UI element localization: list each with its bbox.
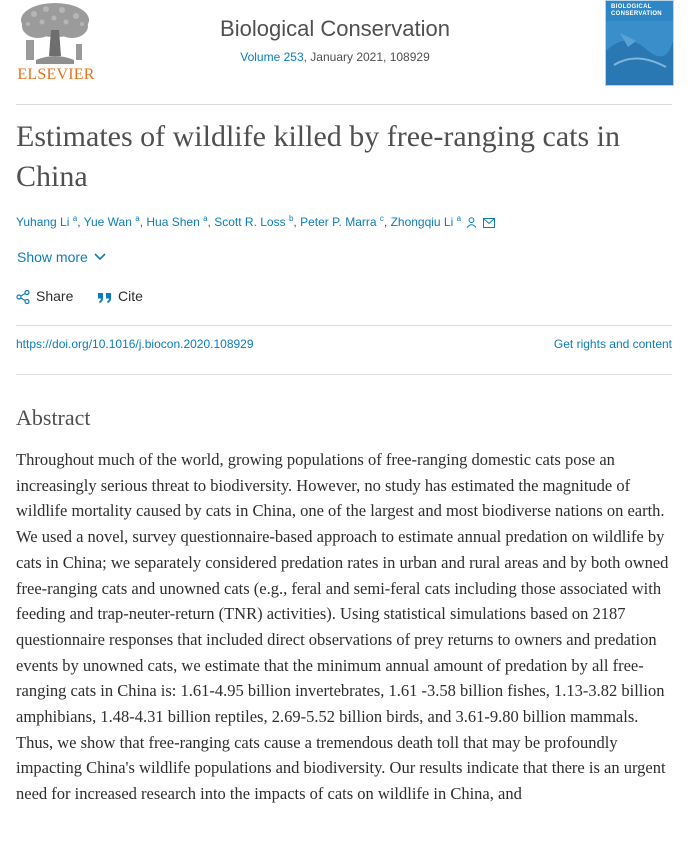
author-link[interactable]	[214, 215, 293, 229]
header-divider	[16, 104, 672, 105]
author-affiliation: b	[288, 214, 294, 223]
author-link[interactable]	[16, 215, 77, 229]
author-name: Yuhang Li	[16, 215, 70, 229]
author-name: Yue Wan	[83, 215, 132, 229]
share-icon	[16, 290, 30, 304]
author-list: Yuhang Li $^a$, Yue Wan $^a$, Hua Shen $^a$, Scott R. Loss $^b$, Peter P. Marra $^c$, Zhongqiu Li $^a$	[16, 214, 676, 229]
author-name: Peter P. Marra	[300, 215, 377, 229]
journal-header	[0, 0, 688, 100]
cover-art-icon	[606, 21, 673, 85]
author-name: Zhongqiu Li	[390, 215, 454, 229]
cover-title-line1: BIOLOGICAL	[611, 4, 652, 10]
actions-divider	[16, 325, 672, 326]
elsevier-wordmark: ELSEVIER	[17, 66, 95, 83]
author-link[interactable]	[84, 215, 140, 229]
author-link[interactable]	[391, 215, 462, 229]
doi-row	[16, 337, 672, 353]
author-affiliation: a	[456, 214, 462, 223]
journal-title[interactable]: Biological Conservation	[220, 16, 450, 41]
show-more-label: Show more	[17, 249, 88, 265]
envelope-icon[interactable]	[483, 218, 495, 228]
journal-cover-thumbnail[interactable]	[605, 0, 674, 86]
author-name: Scott R. Loss	[214, 215, 286, 229]
abstract-text: Throughout much of the world, growing populations of free-ranging domestic cats pose an increasingly serious threat to biodiversity. However, no study has estimated the magnitude of wildlife mortality caused by cats in China, one of the largest and most biodiverse nations on earth. We used a novel, survey questionnaire-based approach to estimate annual predation on wildlife by cats in China; we separately considered predation rates in urban and rural areas and by both owned free-ranging cats and unowned cats (e.g., feral and semi-feral cats including those associated with feeding and trap-neuter-return (TNR) activities). Using statistical simulations based on 2187 questionnaire responses that included direct observations of prey returns to owners and predation events by unowned cats, we estimate that the minimum annual amount of predation by all free-ranging cats in China is: 1.61-4.95 billion invertebrates, 1.61 -3.58 billion fishes, 1.13-3.82 billion amphibians, 1.48-4.31 billion reptiles, 2.69-5.52 billion birds, and 3.61-9.80 billion mammals. Thus, we show that free-ranging cats cause a tremendous death toll that may be profoundly impacting China's wildlife populations and biodiversity. Our results indicate that there is an urgent need for increased research into the impacts of cats on wildlife in China, and	[16, 450, 669, 804]
author-link[interactable]	[146, 215, 207, 229]
quote-icon	[98, 292, 112, 304]
author-link[interactable]	[300, 215, 384, 229]
issue-details: , January 2021, 108929	[303, 50, 430, 64]
chevron-down-icon	[94, 253, 106, 261]
author-affiliation: a	[135, 214, 140, 223]
author-name: Hua Shen	[146, 215, 200, 229]
author-affiliation: c	[379, 214, 384, 223]
show-more-button[interactable]	[17, 249, 106, 265]
cite-label: Cite	[118, 288, 143, 304]
elsevier-tree-logo-icon	[16, 0, 94, 66]
share-button[interactable]	[16, 288, 73, 304]
volume-link[interactable]: Volume 253	[240, 50, 304, 64]
share-label: Share	[36, 288, 74, 304]
article-title: Estimates of wildlife killed by free-ranging cats in China	[16, 120, 620, 193]
journal-issue-info	[170, 50, 500, 64]
cite-button[interactable]	[98, 288, 143, 304]
cover-title-line2: CONSERVATION	[611, 11, 662, 17]
abstract-heading: Abstract	[16, 405, 91, 430]
cover-title	[611, 4, 669, 18]
doi-link[interactable]: https://doi.org/10.1016/j.biocon.2020.108929	[16, 337, 254, 351]
author-affiliation: a	[72, 214, 78, 223]
elsevier-logo[interactable]	[14, 0, 98, 90]
rights-and-content-link[interactable]: Get rights and content	[553, 337, 672, 351]
author-affiliation: a	[203, 214, 208, 223]
doi-divider	[16, 374, 672, 375]
person-icon[interactable]	[466, 217, 477, 228]
